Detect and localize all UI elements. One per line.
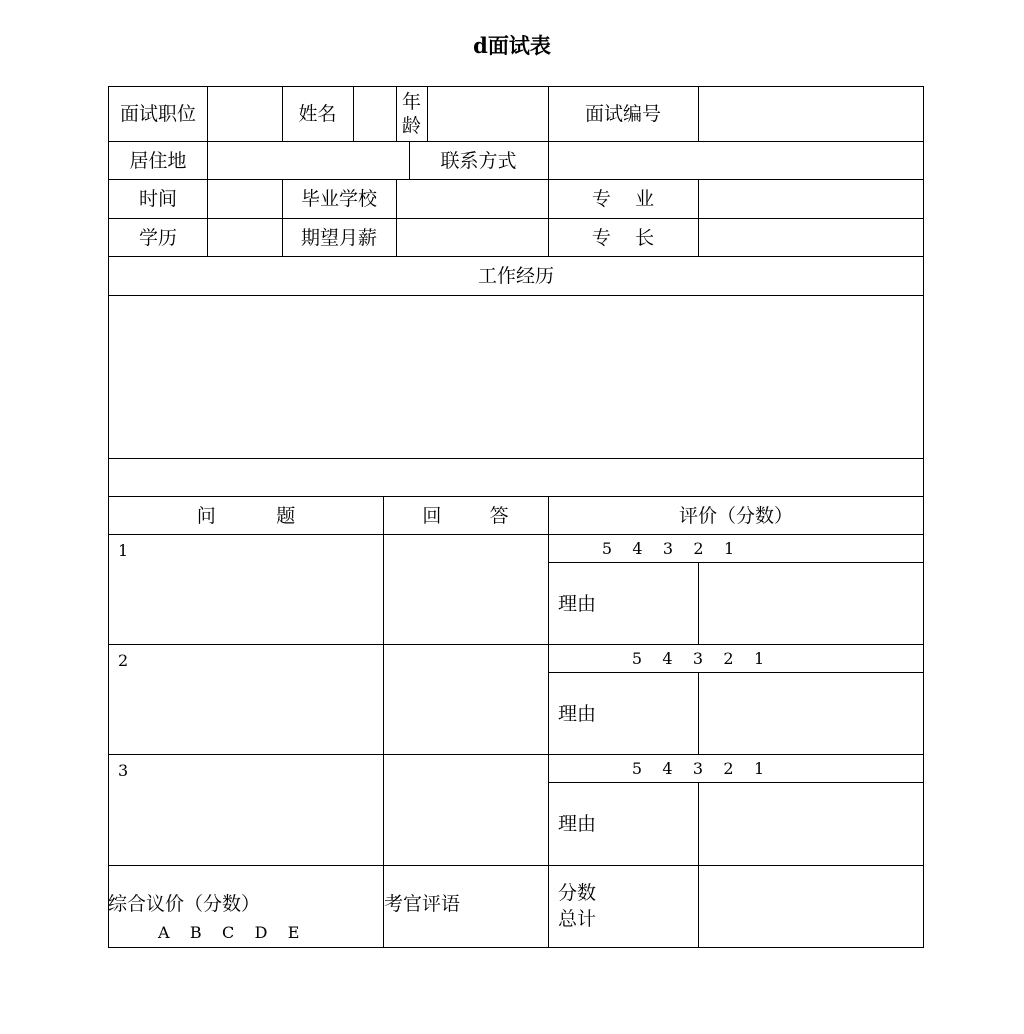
answer-header: 回 答 — [422, 504, 509, 527]
time-field[interactable] — [208, 180, 282, 217]
reason-field[interactable] — [699, 673, 923, 754]
name-field[interactable] — [354, 87, 396, 141]
time-label: 时间 — [138, 187, 177, 210]
salary-field[interactable] — [397, 219, 548, 256]
reason-field[interactable] — [699, 563, 923, 644]
reason-label: 理由 — [558, 702, 597, 725]
overall-rating-cell — [108, 865, 384, 948]
age-field[interactable] — [428, 87, 548, 141]
interview-no-label: 面试编号 — [584, 103, 661, 125]
score-total-field[interactable] — [699, 866, 923, 947]
question-number: 1 — [118, 541, 129, 560]
education-label: 学历 — [138, 226, 177, 249]
school-label: 毕业学校 — [300, 187, 377, 210]
education-field[interactable] — [208, 219, 282, 256]
question-number: 2 — [118, 651, 129, 670]
school-field[interactable] — [397, 180, 548, 217]
score-options[interactable]: 5 4 3 2 1 — [631, 758, 765, 778]
specialty-label: 专 长 — [591, 226, 655, 249]
examiner-comment-cell[interactable] — [383, 865, 548, 948]
major-label: 专 业 — [591, 187, 655, 210]
age-label: 年龄 — [401, 91, 421, 137]
score-options[interactable]: 5 4 3 2 1 — [601, 538, 735, 558]
score-options[interactable]: 5 4 3 2 1 — [631, 648, 765, 668]
contact-label: 联系方式 — [440, 149, 517, 172]
answer-field[interactable] — [384, 755, 548, 865]
page-title: d面试表 — [473, 33, 551, 58]
grade-options[interactable]: A B C D E — [158, 923, 300, 942]
score-total-label: 分数 总计 — [558, 882, 597, 930]
score-total-cell — [548, 865, 698, 948]
work-history-header: 工作经历 — [477, 264, 554, 287]
evaluation-header: 评价（分数） — [678, 504, 793, 527]
major-field[interactable] — [699, 180, 923, 217]
residence-field[interactable] — [208, 142, 409, 179]
salary-label: 期望月薪 — [300, 226, 377, 249]
name-label: 姓名 — [298, 103, 337, 125]
overall-rating-label: 综合议价（分数） — [108, 893, 261, 915]
work-history-extra-field[interactable] — [109, 459, 923, 496]
specialty-field[interactable] — [699, 219, 923, 256]
residence-label: 居住地 — [129, 149, 187, 172]
answer-field[interactable] — [384, 535, 548, 644]
question-header: 问 题 — [196, 504, 296, 527]
position-label: 面试职位 — [119, 103, 196, 125]
contact-field[interactable] — [549, 142, 923, 179]
reason-label: 理由 — [558, 592, 597, 615]
examiner-comment-label: 考官评语 — [384, 893, 461, 915]
reason-field[interactable] — [699, 783, 923, 865]
question-number: 3 — [118, 761, 129, 780]
interview-no-field[interactable] — [699, 87, 923, 141]
answer-field[interactable] — [384, 645, 548, 754]
reason-label: 理由 — [558, 813, 597, 835]
work-history-field[interactable] — [109, 296, 923, 458]
position-field[interactable] — [208, 87, 282, 141]
